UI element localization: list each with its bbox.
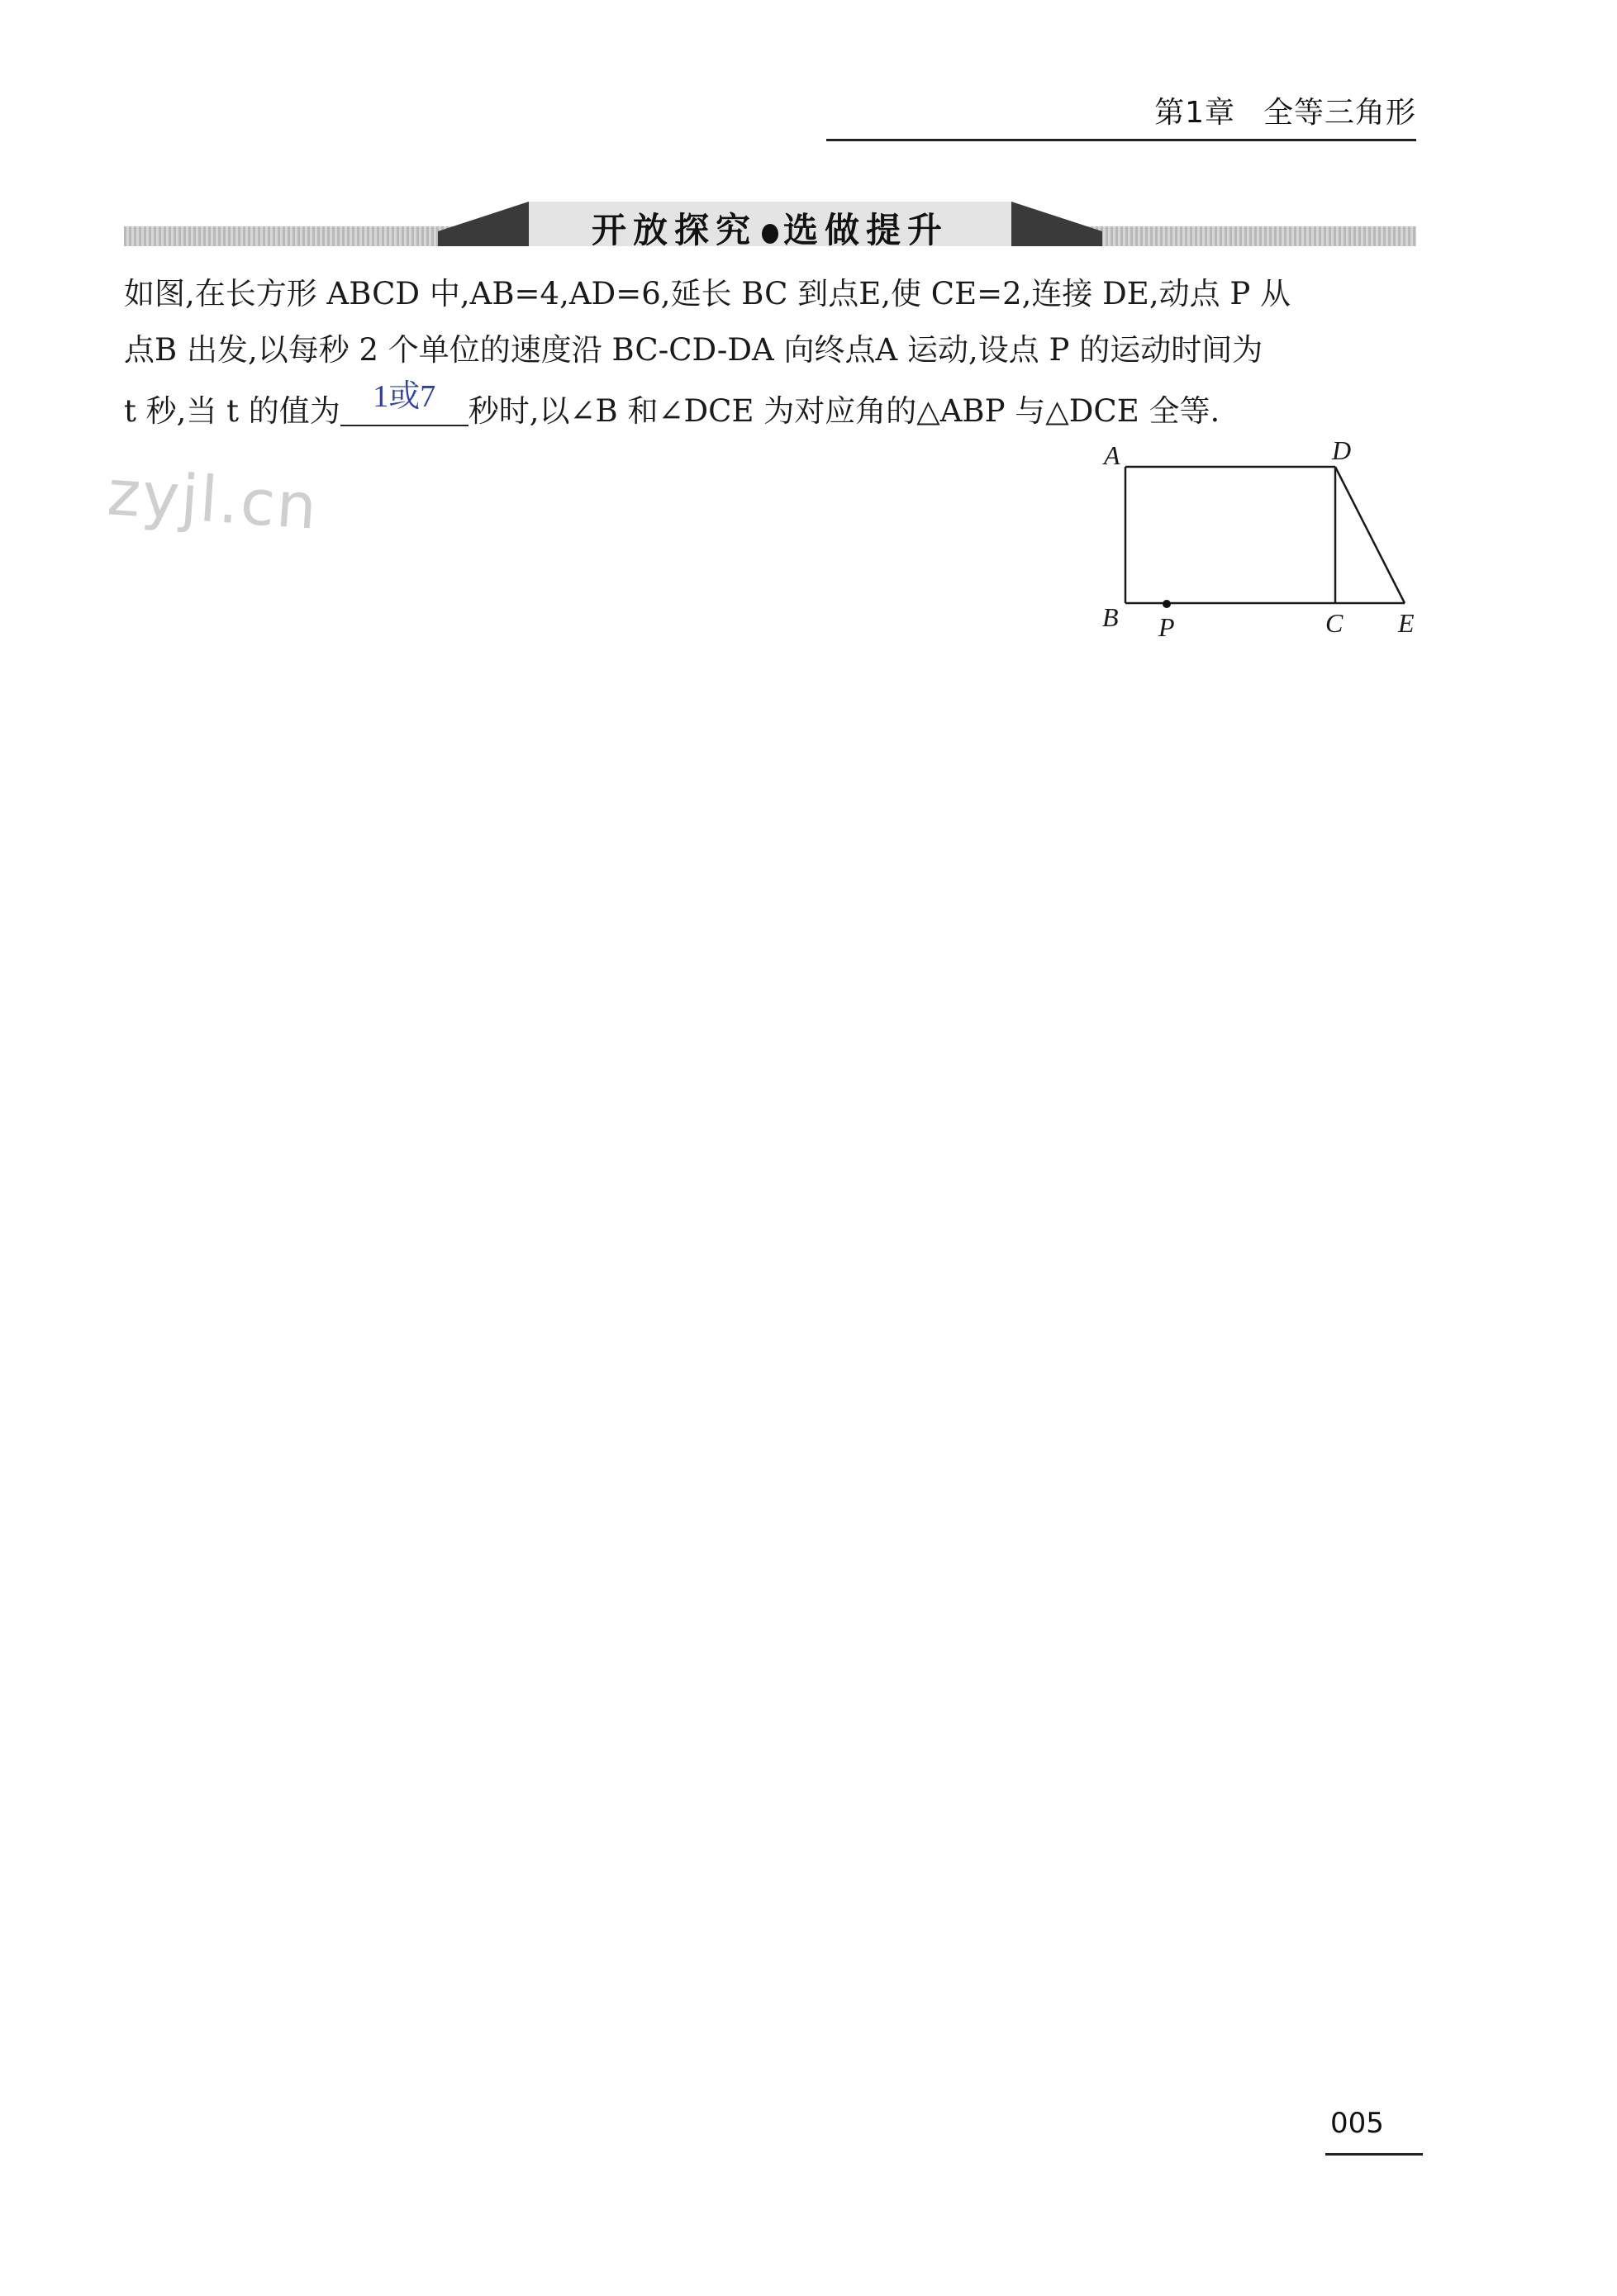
label-e: E [1398,608,1415,638]
folio-rule [1325,2153,1423,2156]
chapter-title: 全等三角形 [1263,96,1416,130]
bullet-dot-icon [762,224,778,244]
problem-line-3-after: 秒时,以∠B 和∠DCE 为对应角的△ABP 与△DCE 全等. [468,393,1220,429]
label-d: D [1332,438,1352,465]
geometry-figure [1091,438,1438,653]
label-c: C [1325,608,1344,638]
figure-lines [1125,467,1405,603]
chapter-number: 第1章 [1154,96,1235,130]
banner-right-text: 选做提升 [783,210,949,250]
problem-text [124,266,1421,435]
problem-line-3 [124,378,1421,435]
answer-blank [340,378,468,426]
problem-line-1: 如图,在长方形 ABCD 中,AB=4,AD=6,延长 BC 到点E,使 CE=2,连接 DE,动点 P 从 [124,276,1291,311]
banner-left-text: 开放探究 [591,210,757,250]
problem-line-3-before: t 秒,当 t 的值为 [124,393,340,429]
watermark-logo: zyjl.cn [105,455,321,544]
point-p-dot [1163,600,1171,608]
banner-title [124,203,1416,253]
header-rule [826,139,1416,141]
answer-text: 1或7 [373,379,436,414]
section-banner [124,192,1416,256]
label-b: B [1102,602,1119,632]
running-header [1154,89,1416,131]
label-a: A [1104,440,1120,470]
segment-de [1335,467,1405,603]
page-number: 005 [1330,2107,1384,2140]
problem-line-2: 点B 出发,以每秒 2 个单位的速度沿 BC-CD-DA 向终点A 运动,设点 P 的运动时间为 [124,332,1263,368]
label-p: P [1158,612,1175,642]
